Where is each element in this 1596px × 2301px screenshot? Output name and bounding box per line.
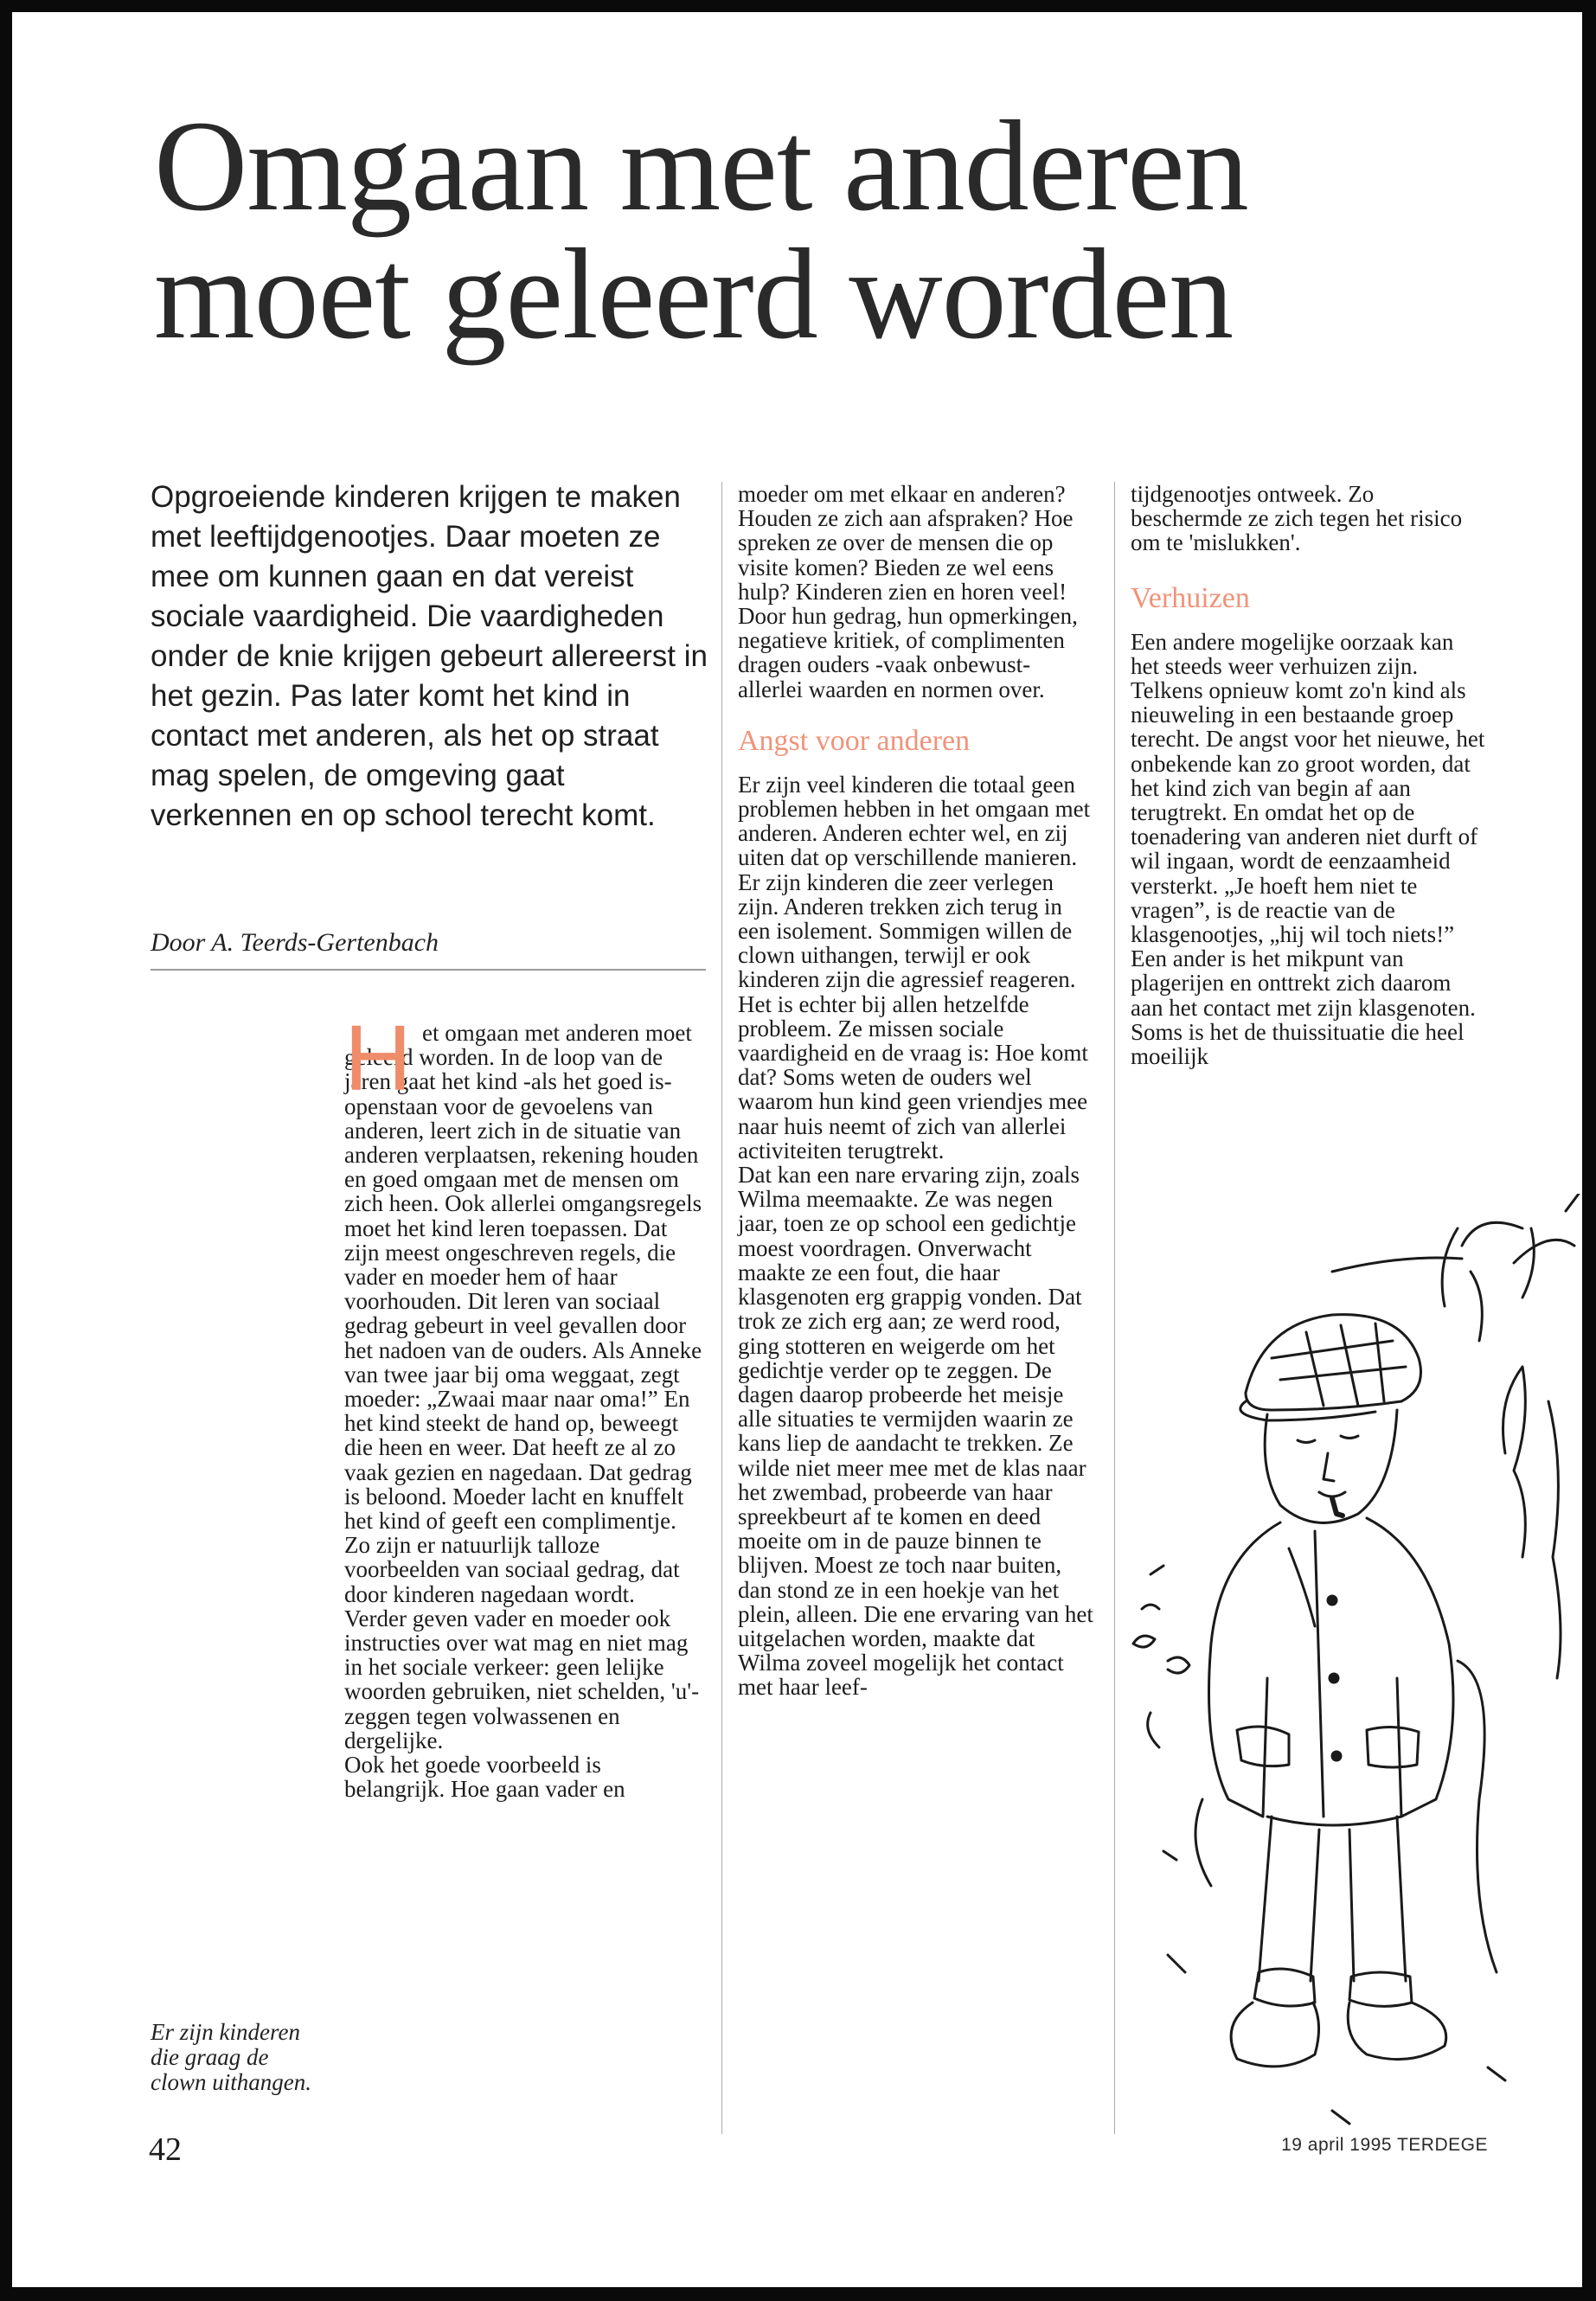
- column-rule-1: [721, 482, 722, 2134]
- page-border-bottom: [0, 2287, 1596, 2301]
- paragraph: Ook het goede voorbeeld is belangrijk. Hoe gaan vader en: [344, 1752, 625, 1803]
- paragraph: tijdgenootjes ontweek. Zo beschermde ze zich tegen het risico om te 'mislukken'.: [1131, 481, 1463, 556]
- image-caption: Er zijn kinderen die graag de clown uithangen.: [151, 2019, 311, 2095]
- page-border-top: [0, 0, 1596, 12]
- page-number: 42: [149, 2131, 182, 2168]
- page-border-left: [0, 0, 12, 2301]
- paragraph: Een andere mogelijke oorzaak kan het steeds weer verhuizen zijn. Telkens opnieuw komt zo'n kind als nieuweling in een bestaande groep terecht. De angst voor het nieuwe, het onbekende kan zo groot worden, dat het kind zich van begin af aan terugtrekt. En omdat het op de toenadering van anderen niet durft of wil ingaan, wordt de eenzaamheid versterkt. „Je hoeft hem niet te vragen”, is de reactie van de klasgenootjes, „hij wil toch niets!”: [1131, 628, 1485, 948]
- boy-drawing-illustration: [1116, 1194, 1583, 2154]
- paragraph: Er zijn veel kinderen die totaal geen problemen hebben in het omgaan met anderen. Anderen echter wel, en zij uiten dat op verschillende manieren. Er zijn kinderen die zeer verlegen zijn. Anderen trekken zich terug in een isolement. Sommigen willen de clown uithangen, terwijl er ook kinderen zijn die agressief reageren. Het is echter bij allen hetzelfde probleem. Ze missen sociale vaardigheid en de vraag is: Hoe komt dat? Soms weten de ouders wel waarom hun kind geen vriendjes mee naar huis neemt of zich van allerlei activiteiten terugtrekt.: [738, 771, 1091, 1163]
- issue-footer: 19 april 1995 TERDEGE: [1281, 2135, 1488, 2155]
- subheading-angst: Angst voor anderen: [738, 724, 971, 757]
- paragraph: moeder om met elkaar en anderen? Houden ze zich aan afspraken? Hoe spreken ze over de mensen die op visite komen? Bieden ze wel eens hulp? Kinderen zien en horen veel! Door hun gedrag, hun opmerkingen, negatieve kritiek, of complimenten dragen ouders -vaak onbewust- allerlei waarden en normen over.: [738, 481, 1078, 702]
- paragraph: et omgaan met anderen moet geleerd worden. In de loop van de jaren gaat het kind -als het goed is- openstaan voor de gevoelens van anderen, leert zich in de situatie van anderen verplaatsen, rekening houden en goed omgaan met de mensen om zich heen. Ook allerlei omgangsregels moet het kind leren toepassen. Dat zijn meest ongeschreven regels, die vader en moeder hem of haar voorhouden. Dit leren van sociaal gedrag gebeurt in veel gevallen door het nadoen van de ouders. Als Anneke van twee jaar bij oma weggaat, zegt moeder: „Zwaai maar naar oma!” En het kind steekt de hand op, beweegt die heen en weer. Dat heeft ze al zo vaak gezien en nagedaan. Dat gedrag is beloond. Moeder lacht en knuffelt het kind of geeft een complimentje. Zo zijn er natuurlijk talloze voorbeelden van sociaal gedrag, dat door kinderen nagedaan wordt.: [344, 1020, 702, 1607]
- article-title: [154, 94, 1452, 366]
- opening-paragraph: [344, 1005, 703, 1607]
- page-border-right: [1582, 0, 1596, 2301]
- paragraph: Een ander is het mikpunt van plagerijen en onttrekt zich daarom aan het contact met zijn klasgenoten. Soms is het de thuissituatie die heel moeilijk: [1131, 945, 1476, 1070]
- byline: Door A. Teerds-Gertenbach: [151, 928, 439, 957]
- title-line-1: Omgaan met anderen: [154, 94, 1248, 238]
- title-line-2: moet geleerd worden: [154, 222, 1234, 366]
- paragraph: Verder geven vader en moeder ook instructies over wat mag en niet mag in het sociale verkeer: geen lelijke woorden gebruiken, niet schelden, 'u'-zeggen tegen volwassenen en dergelijke.: [344, 1605, 700, 1753]
- subheading-verhuizen: Verhuizen: [1131, 581, 1250, 614]
- text-column-1: [344, 1005, 703, 1803]
- drop-cap: H: [344, 1005, 412, 1110]
- byline-rule: [151, 969, 706, 971]
- text-column-2: [738, 482, 1097, 1700]
- paragraph: Dat kan een nare ervaring zijn, zoals Wilma meemaakte. Ze was negen jaar, toen ze op school een gedichtje moest voordragen. Onverwacht maakte ze een fout, die haar klasgenoten erg grappig vonden. Dat trok ze zich erg aan; ze werd rood, ging stotteren en weigerde om het gedichtje verder op te zeggen. De dagen daarop probeerde het meisje alle situaties te vermijden waarin ze kans liep de aandacht te trekken. Ze wilde niet meer mee met de klas naar het zwembad, probeerde van haar spreekbeurt af te komen en deed moeite om in de pauze binnen te blijven. Moest ze toch naar buiten, dan stond ze in een hoekje van het plein, alleen. Die ene ervaring van het uitgelachen worden, maakte dat Wilma zoveel mogelijk het contact met haar leef-: [738, 1162, 1093, 1701]
- text-column-3: [1131, 482, 1485, 1068]
- article-intro: Opgroeiende kinderen krijgen te maken met leeftijdgenootjes. Daar moeten ze mee om kunnen gaan en dat vereist sociale vaardigheid. Die vaardigheden onder de knie krijgen gebeurt allereerst in het gezin. Pas later komt het kind in contact met anderen, als het op straat mag spelen, de omgeving gaat verkennen en op school terecht komt.: [151, 480, 708, 832]
- column-rule-2: [1114, 482, 1115, 2134]
